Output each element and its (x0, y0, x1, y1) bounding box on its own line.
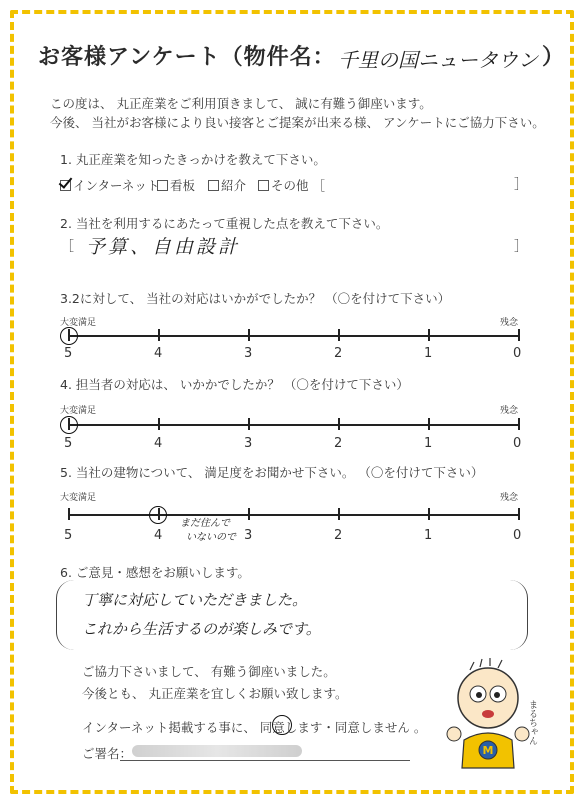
other-bracket-close: ］ (514, 177, 528, 193)
q5-num-5: 5 (64, 528, 73, 543)
question-4: 4. 担当者の対応は、 いかかでしたか？ （〇を付けて下さい） (60, 377, 409, 392)
mascot-badge-letter: M (482, 744, 494, 757)
q4-tick-0 (518, 418, 520, 430)
q4-num-5: 5 (64, 436, 73, 451)
question-3: 3.2に対して、 当社の対応はいかがでしたか？ （〇を付けて下さい） (60, 291, 451, 306)
mascot-name: まるちゃん (527, 700, 537, 745)
option-referral-label: 紹介 (221, 178, 247, 193)
option-other-label: その他 (271, 178, 309, 193)
q3-label-very-satisfied: 大変満足 (60, 318, 97, 328)
property-name-handwritten: 千里の国ニュータウン (338, 48, 538, 72)
comment-line-2: これから生活するのが楽しみです。 (82, 620, 321, 638)
question-6: 6. ご意見・感想をお願いします。 (60, 565, 250, 580)
consent-statement: インターネット掲載する事に、 同意します・同意しません 。 (82, 720, 427, 735)
q3-num-0: 0 (513, 346, 522, 361)
q3-num-5: 5 (64, 346, 73, 361)
q3-num-2: 2 (334, 346, 343, 361)
checkbox-referral[interactable] (208, 180, 219, 191)
q4-tick-4 (158, 418, 160, 430)
checkbox-other[interactable] (258, 180, 269, 191)
q3-tick-2 (338, 329, 340, 341)
option-signboard-label: 看板 (170, 178, 196, 193)
q5-tick-0 (518, 508, 520, 520)
survey-title: お客様アンケート（物件名： (38, 45, 336, 70)
q4-tick-1 (428, 418, 430, 430)
question-2: 2. 当社を利用するにあたって重視した点を教えて下さい。 (60, 216, 389, 231)
q5-num-1: 1 (424, 528, 433, 543)
q5-label-disappointed: 残念 (500, 493, 519, 503)
q2-bracket-close: ］ (514, 239, 528, 255)
q4-tick-3 (248, 418, 250, 430)
closing-line-2: 今後とも、 丸正産業を宜しくお願い致します。 (82, 686, 348, 701)
q4-num-2: 2 (334, 436, 343, 451)
q4-label-very-satisfied: 大変満足 (60, 406, 97, 416)
intro-line-1: この度は、 丸正産業をご利用頂きまして、 誠に有難う御座います。 (50, 96, 432, 111)
q4-num-0: 0 (513, 436, 522, 451)
q5-tick-5 (68, 508, 70, 520)
q5-tick-1 (428, 508, 430, 520)
other-bracket-open: ［ (312, 178, 326, 193)
q5-tick-2 (338, 508, 340, 520)
q4-selected-circle (60, 416, 78, 434)
title-close-paren: ） (542, 45, 565, 70)
q2-bracket-open: ［ (60, 239, 74, 255)
q3-num-3: 3 (244, 346, 253, 361)
q5-tick-3 (248, 508, 250, 520)
q5-num-3: 3 (244, 528, 253, 543)
q3-tick-1 (428, 329, 430, 341)
q4-num-3: 3 (244, 436, 253, 451)
checkbox-signboard[interactable] (157, 180, 168, 191)
q3-tick-3 (248, 329, 250, 341)
signature-redacted (132, 745, 302, 757)
question-5: 5. 当社の建物について、 満足度をお聞かせ下さい。 （〇を付けて下さい） (60, 465, 484, 480)
checkbox-internet[interactable] (60, 180, 71, 191)
option-signboard[interactable] (157, 176, 195, 194)
comment-line-1: 丁寧に対応していただきました。 (82, 591, 308, 609)
q2-answer-handwritten: 予算、自由設計 (86, 236, 241, 258)
signature-label: ご署名： (82, 746, 133, 761)
q3-selected-circle (60, 327, 78, 345)
q5-num-4: 4 (154, 528, 163, 543)
q3-scale-line (68, 335, 520, 337)
q5-scale-line (68, 514, 520, 516)
q4-label-disappointed: 残念 (500, 406, 519, 416)
intro-line-2: 今後、 当社がお客様により良い接客とご提案が出来る様、 アンケートにご協力下さい。 (50, 115, 545, 130)
closing-line-1: ご協力下さいまして、 有難う御座いました。 (82, 664, 336, 679)
q3-num-4: 4 (154, 346, 163, 361)
consent-agree-circle (272, 715, 292, 735)
option-other[interactable] (258, 176, 325, 194)
q5-label-very-satisfied: 大変満足 (60, 493, 97, 503)
q5-note-line-1: まだ住んで (180, 518, 230, 529)
q3-label-disappointed: 残念 (500, 318, 519, 328)
q4-tick-2 (338, 418, 340, 430)
q4-num-1: 1 (424, 436, 433, 451)
q5-num-2: 2 (334, 528, 343, 543)
q5-num-0: 0 (513, 528, 522, 543)
signature-line (120, 760, 410, 761)
option-internet[interactable] (60, 176, 159, 194)
q3-tick-4 (158, 329, 160, 341)
option-referral[interactable] (208, 176, 246, 194)
q4-scale-line (68, 424, 520, 426)
q5-selected-circle (149, 506, 167, 524)
question-1: 1. 丸正産業を知ったきっかけを教えて下さい。 (60, 152, 326, 167)
option-internet-label: インターネット (73, 178, 160, 193)
q5-note-line-2: いないので (186, 532, 236, 543)
q3-num-1: 1 (424, 346, 433, 361)
q4-num-4: 4 (154, 436, 163, 451)
q3-tick-0 (518, 329, 520, 341)
